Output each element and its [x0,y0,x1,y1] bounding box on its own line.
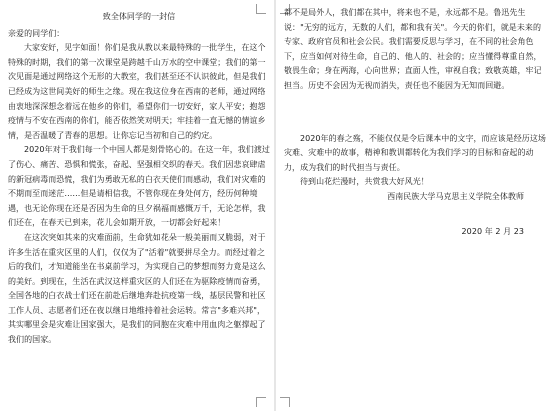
paragraph-reflection: 都不是局外人，我们都在其中，将来也不是，永远都不是。鲁迅先生说："无穷的远方，无数的人们，都和我有关"。今天的你们，就是未来的专家、政府官员和社会公民。我们需要反思与学习，在不同的社会角色下，应当如何对待生命，自己的、他人的、社会的；应当懂得尊重自然，敬畏生命；身在两海，心向世界；直面人性，审视自我；致敬英雄，牢记担当。历史不会因为无视而消失，责任也不能因为无知而回避。 [284,8,542,90]
paragraph-2020: 2020年对于我们每一个中国人都是刻骨铭心的。在这一年，我们渡过了伤心、痛苦、恐惧和慌张，奋起、坚强相交织的春天。我们因悲哀肆虐的新冠病毒而恐慌，我们为勇敢无私的白衣天使们而感动，我们对灾难的不期而至而迷茫……但是请相信我，不管你现在身处何方，经历何种境遇，也无论你现在还是否因为生命的旦夕祸福而感慨万千，无论怎样，我们还在，在春天已到来，花儿会如期开放，一切都会好起来！ [8,145,270,228]
letter-date: 2020 年 2 月 23 [461,226,524,236]
crop-mark [280,397,290,407]
crop-mark [256,397,266,407]
letter-page-right [276,0,550,411]
paragraph-closing: 待到山花烂漫时，共赏我大好风光！ [300,177,429,187]
left-page-text [8,10,270,348]
letter-title: 致全体同学的一封信 [102,12,176,21]
signature: 西南民族大学马克思主义学院全体教师 [387,191,524,201]
salutation: 亲爱的同学们： [8,28,65,38]
right-page-text [284,6,546,239]
paragraph-greeting: 大家安好，见字如面！你们是我从教以来最特殊的一批学生，在这个特殊的时期，我们的第一次课堂是跨越千山万水的空中课堂；我们的第一次见面是通过网络这个无形的大教室，我们甚至还不认识彼此，但是我们已经成为这世间美好的师生之缘。现在我这位身在西南的老师，通过网络由衷地深深想念着远在他乡的你们，希望你们一切安好，家人平安；抱怨疫情与不安在西南的你们，能否依然笑对明天；牢挂着一直无憾的情谊乡情，是否温暖了青春的思想。让你忘记当初和自己的约定。 [8,43,266,140]
paragraph-spring: 2020年的春之殇，不能仅仅是令后课本中的文字，而应该是经历这场灾难、灾难中的故事，精神和教训都转化为我们学习的目标和奋起的动力，成为我们的时代担当与责任。 [284,133,546,172]
paragraph-disaster: 在这次突如其来的灾难面前，生命犹如花朵一般美丽而又脆弱，对于许多生活在重灾区里的人们，仅仅为了"活着"就要拼尽全力。而经过着之后的我们，才知道能坐在书桌前学习，为实现自己的梦想而努力竟是这么的美好。到现在，生活在武汉这样重灾区的人们还在为驱除疫情而奋勇，全国各地的白衣战士们还在前赴后继地奔赴抗疫第一线，基层民警和社区工作人员、志愿者们还在夜以继日地维持着社会运转。常言"多难兴邦"，其实哪里会是灾难让国家强大，是我们的同胞在灾难中用血肉之躯撑起了我们的国家。 [8,232,266,345]
letter-page-left [0,0,274,411]
